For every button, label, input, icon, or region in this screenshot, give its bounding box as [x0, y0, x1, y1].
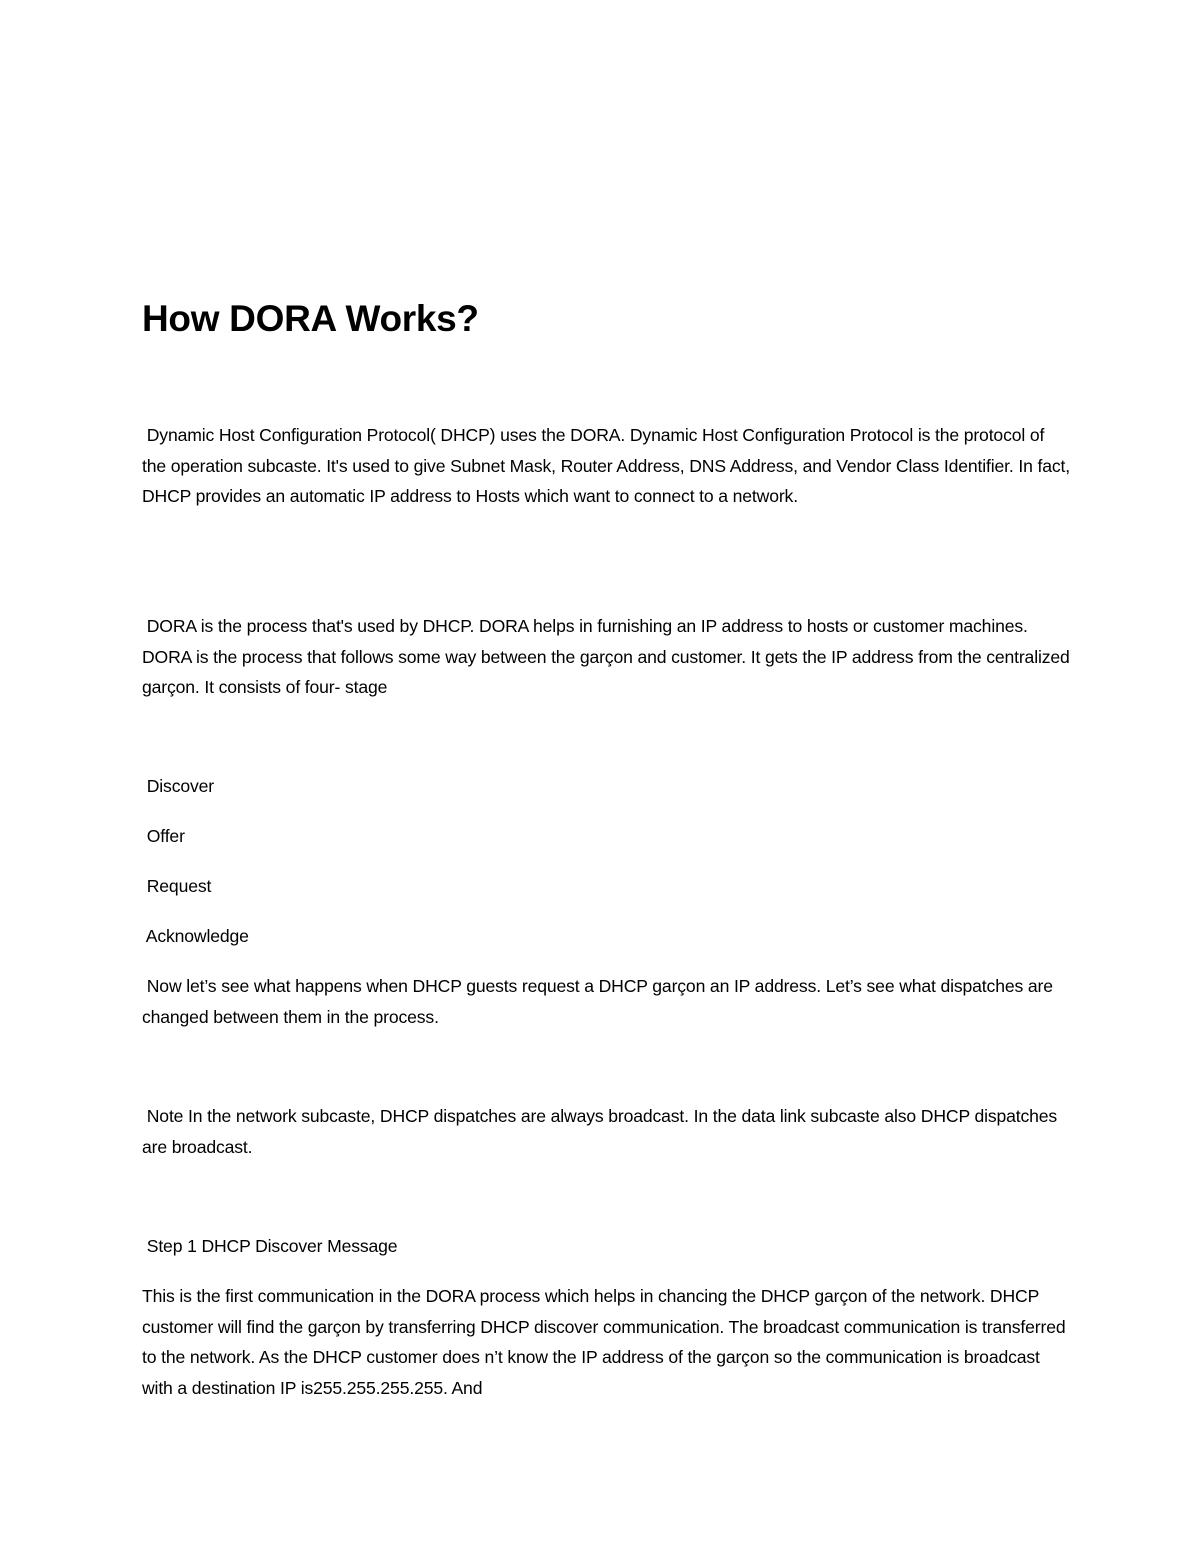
stage-item-request: Request	[142, 876, 212, 896]
dhcp-request-paragraph: Now let’s see what happens when DHCP guests request a DHCP garçon an IP address. Let’s see what dispatches are changed between them in the process.	[142, 976, 1058, 1027]
broadcast-note-paragraph: Note In the network subcaste, DHCP dispatches are always broadcast. In the data link subcaste also DHCP dispatches are broadcast.	[142, 1106, 1062, 1157]
step-1-heading: Step 1 DHCP Discover Message	[142, 1236, 398, 1256]
stage-item-offer: Offer	[142, 826, 185, 846]
stage-item-acknowledge: Acknowledge	[142, 926, 249, 946]
intro-paragraph: Dynamic Host Configuration Protocol( DHCP) uses the DORA. Dynamic Host Configuration Protocol is the protocol of the operation subcaste. It's used to give Subnet Mask, Router Address, DNS Address, and Vendor Class Identifier. In fact, DHCP provides an automatic IP address to Hosts which want to connect to a network.	[142, 425, 1075, 506]
stage-item-discover: Discover	[142, 776, 214, 796]
discover-message-paragraph: This is the first communication in the DORA process which helps in chancing the DHCP garçon of the network. DHCP customer will find the garçon by transferring DHCP discover communication. The broadcast communication is transferred to the network. As the DHCP customer does n’t know the IP address of the garçon so the communication is broadcast with a destination IP is255.255.255.255. And	[142, 1286, 1071, 1398]
dora-process-paragraph: DORA is the process that's used by DHCP. DORA helps in furnishing an IP address to hosts or customer machines. DORA is the process that follows some way between the garçon and customer. It gets the IP address from the centralized garçon. It consists of four- stage	[142, 616, 1075, 697]
document-title: How DORA Works?	[142, 298, 479, 339]
